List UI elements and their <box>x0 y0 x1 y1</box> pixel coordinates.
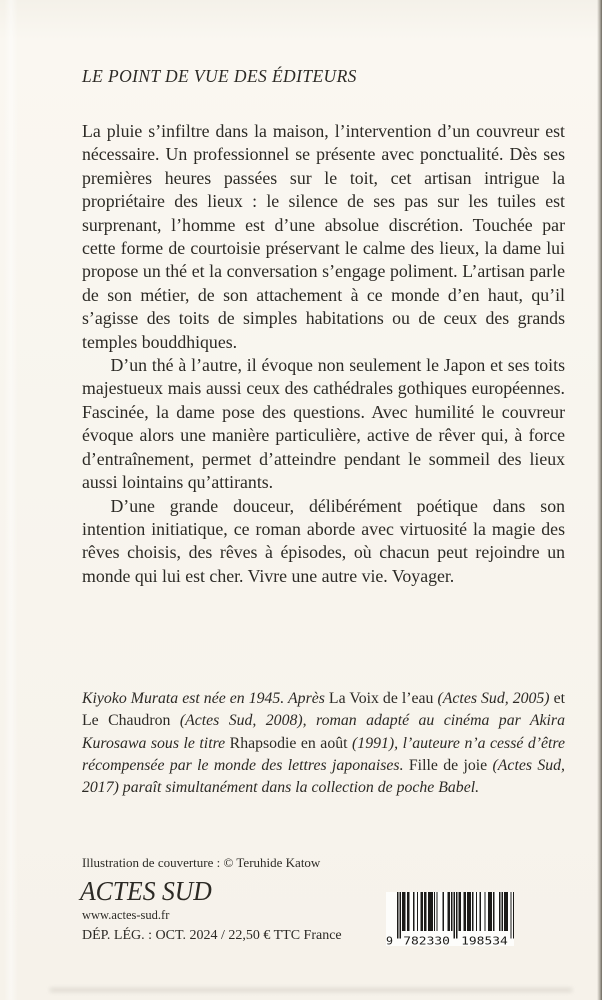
synopsis-paragraph-2: D’un thé à l’autre, il évoque non seulement le Japon et ses toits majestueux mais aussi ceux des cathédrales gothiques européennes. Fascinée, la dame pose des questions. Avec humilité le couvreur évoque alors une manière particulière, active de rêver qui, à force d’entraînement, permet d’atteindre pendant le sommeil des lieux aussi lointains qu’attirants. <box>82 355 565 493</box>
barcode-bar <box>436 892 437 931</box>
barcode-bar <box>476 892 477 931</box>
bio-segment: (Actes Sud, 2005) <box>433 690 554 707</box>
collection-heading: LE POINT DE VUE DES ÉDITEURS <box>82 66 357 86</box>
bio-segment: Kiyoko Murata est née en 1945. Après <box>82 690 329 707</box>
barcode-bars <box>386 892 514 946</box>
paper-edge-highlight <box>4 0 18 1000</box>
bio-segment: (Actes Sud, 2008), roman adapté au cinéma par Akira Kurosawa sous le titre <box>82 712 565 752</box>
bio-segment: La Voix de l’eau <box>328 690 434 707</box>
barcode-bar <box>504 892 508 931</box>
barcode-bar <box>400 892 401 938</box>
barcode-bar <box>428 892 433 931</box>
barcode-bar <box>480 892 481 931</box>
barcode-bar <box>443 892 444 931</box>
legal-deposit-price-line: DÉP. LÉG. : OCT. 2024 / 22,50 € TTC France <box>82 928 342 943</box>
barcode-bar <box>454 892 455 938</box>
isbn-barcode <box>386 892 514 946</box>
barcode-digits-left: 782330 <box>403 935 450 946</box>
barcode-bar <box>513 892 514 938</box>
barcode-bar <box>502 892 503 931</box>
synopsis-paragraph-3: D’une grande douceur, délibérément poétique dans son intention initiatique, ce roman aborde avec virtuosité la magie des rêves choisis, des rêves à épisodes, où chacun peut rejoindre un monde qui lui est cher. Vivre une autre vie. Voyager. <box>82 495 565 586</box>
barcode-bar <box>510 892 511 938</box>
barcode-bar <box>456 892 457 938</box>
synopsis-paragraph-1: La pluie s’infiltre dans la maison, l’intervention d’un couvreur est nécessaire. Un professionnel se présente avec ponctualité. Dès ses premières heures passées sur le toit, cet artisan intrigue la propriétaire des lieux : le silence de ses pas sur les tuiles est surprenant, l’homme est d’une absolue discrétion. Touchée par cette forme de courtoisie préservant le calme des lieux, la dame lui propose un thé et la conversation s’engage poliment. L’artisan parle de son métier, de son attachement à ce monde d’en haut, qu’il s’agisse des toits de simples habitations ou de ceux des grands temples bouddhiques. <box>82 121 565 352</box>
bio-segment: (1991), l’auteure n’a cessé d’être récompensée par le monde des lettres japonaises. <box>82 734 565 774</box>
bio-segment: Fille de joie <box>408 756 488 774</box>
bio-segment: et Le Chaudron <box>82 690 566 730</box>
publisher-logo: ACTES SUD <box>80 876 212 906</box>
author-bio <box>82 688 565 799</box>
barcode-bar <box>488 892 492 931</box>
barcode-bar <box>472 892 473 931</box>
synopsis <box>82 120 565 588</box>
barcode-bar <box>493 892 494 931</box>
cover-right-edge <box>597 0 602 1000</box>
barcode-digits-right: 198534 <box>461 935 509 946</box>
barcode-bar <box>424 892 426 931</box>
photo-bottom-shadow <box>50 988 572 992</box>
barcode-bar <box>434 892 435 931</box>
barcode-bar <box>402 892 406 931</box>
barcode-bar <box>407 892 409 931</box>
publisher-website: www.actes-sud.fr <box>82 908 170 922</box>
barcode-bar <box>484 892 485 931</box>
barcode-bar <box>459 892 461 931</box>
barcode-bar <box>413 892 414 931</box>
barcode-bar <box>499 892 500 931</box>
barcode-bar <box>397 892 398 938</box>
barcode-bar <box>420 892 422 931</box>
barcode-bar <box>467 892 471 931</box>
barcode-digit-first: 9 <box>386 935 394 946</box>
illustration-credit: Illustration de couverture : © Teruhide Katow <box>82 855 321 870</box>
bio-segment: (Actes Sud, 2017) paraît simultanément dans la collection de poche Babel. <box>82 756 565 797</box>
bio-segment: Rhapsodie en août <box>229 734 348 752</box>
barcode-bar <box>417 892 418 931</box>
barcode-bar <box>451 892 452 931</box>
barcode-bar <box>448 892 450 931</box>
barcode-bar <box>464 892 466 931</box>
